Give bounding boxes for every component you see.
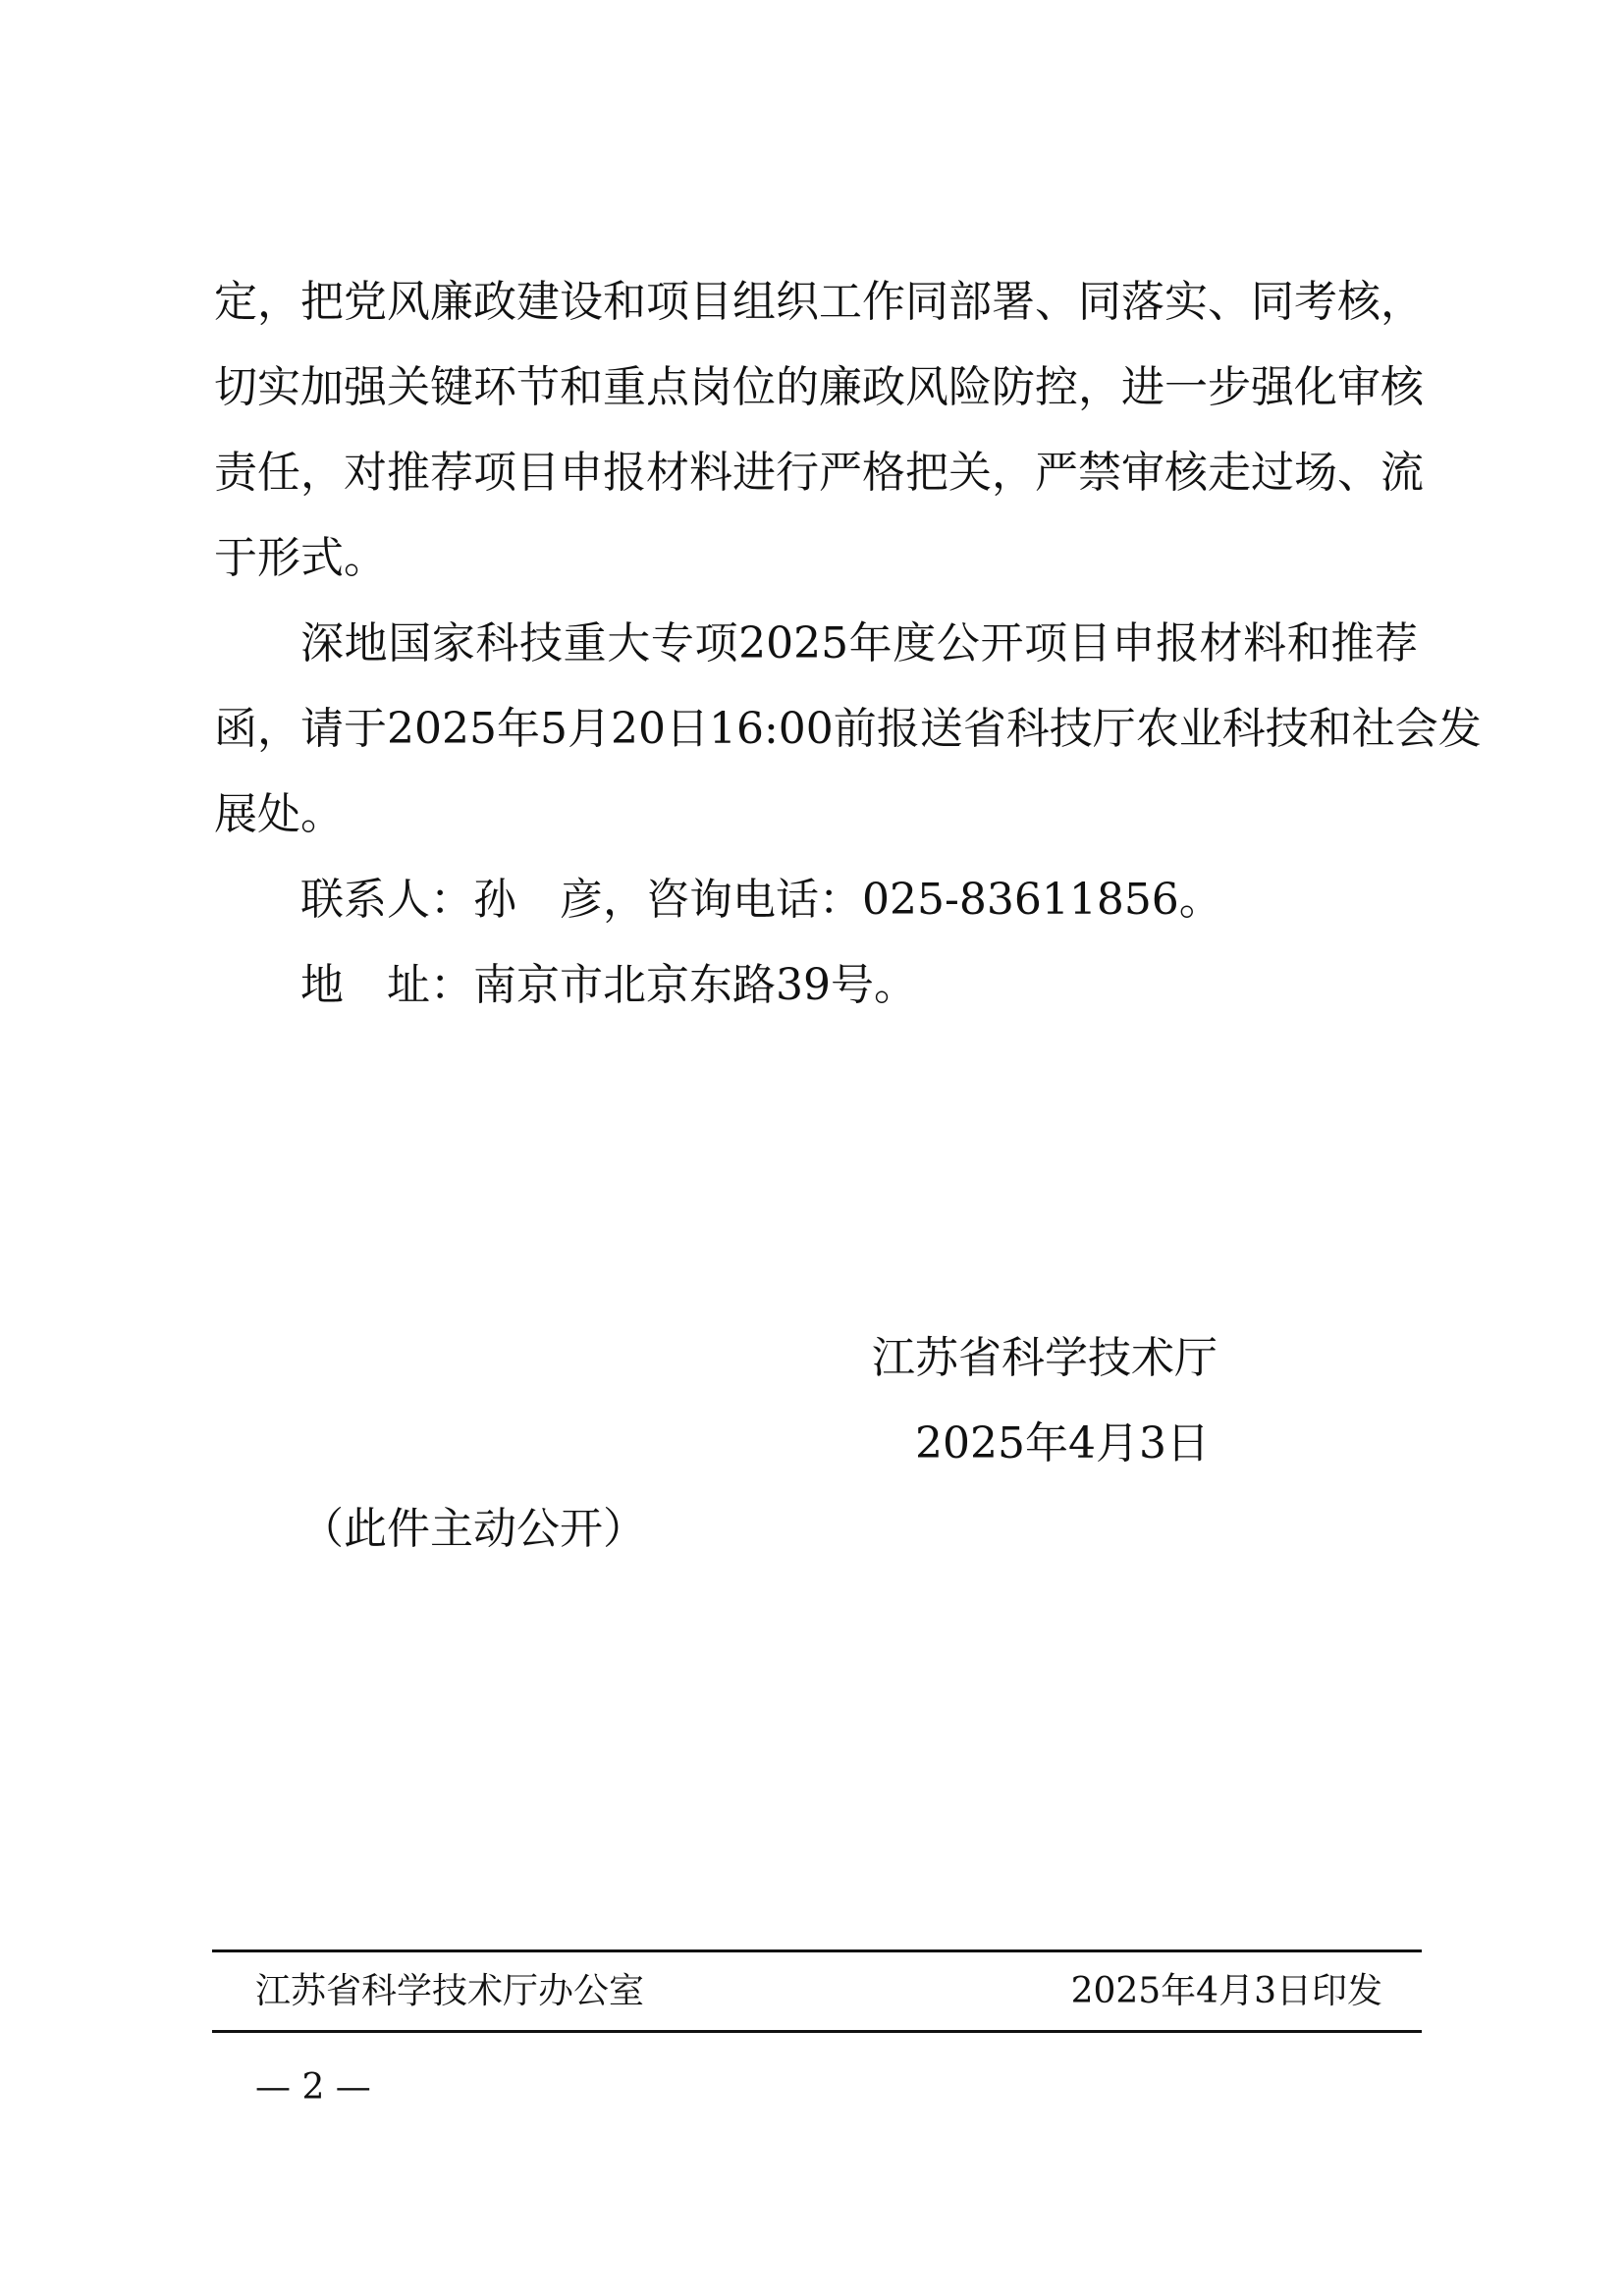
- signature-org: 江苏省科学技术厅: [872, 1333, 1218, 1383]
- signature-date: 2025年4月3日: [915, 1418, 1210, 1468]
- body-line: 于形式。: [214, 533, 387, 583]
- contact-line: 联系人：孙 彦，咨询电话：025-83611856。: [300, 875, 1222, 925]
- footer-issue-date: 2025年4月3日印发: [1070, 1971, 1382, 2011]
- footer-top-rule: [212, 1949, 1422, 1952]
- body-line: 定，把党风廉政建设和项目组织工作同部署、同落实、同考核，: [214, 277, 1424, 327]
- page-number: — 2 —: [255, 2067, 371, 2108]
- body-line: 责任，对推荐项目申报材料进行严格把关，严禁审核走过场、流: [214, 448, 1424, 498]
- body-line: 切实加强关键环节和重点岗位的廉政风险防控，进一步强化审核: [214, 362, 1424, 412]
- footer-bottom-rule: [212, 2030, 1422, 2033]
- body-line: 展处。: [214, 789, 344, 839]
- address-line: 地 址：南京市北京东路39号。: [300, 960, 917, 1010]
- footer-issuer: 江苏省科学技术厅办公室: [255, 1971, 645, 2011]
- disclosure-note: （此件主动公开）: [300, 1504, 646, 1554]
- body-line: 深地国家科技重大专项2025年度公开项目申报材料和推荐: [300, 618, 1418, 668]
- body-line: 函，请于2025年5月20日16:00前报送省科技厅农业科技和社会发: [214, 704, 1482, 754]
